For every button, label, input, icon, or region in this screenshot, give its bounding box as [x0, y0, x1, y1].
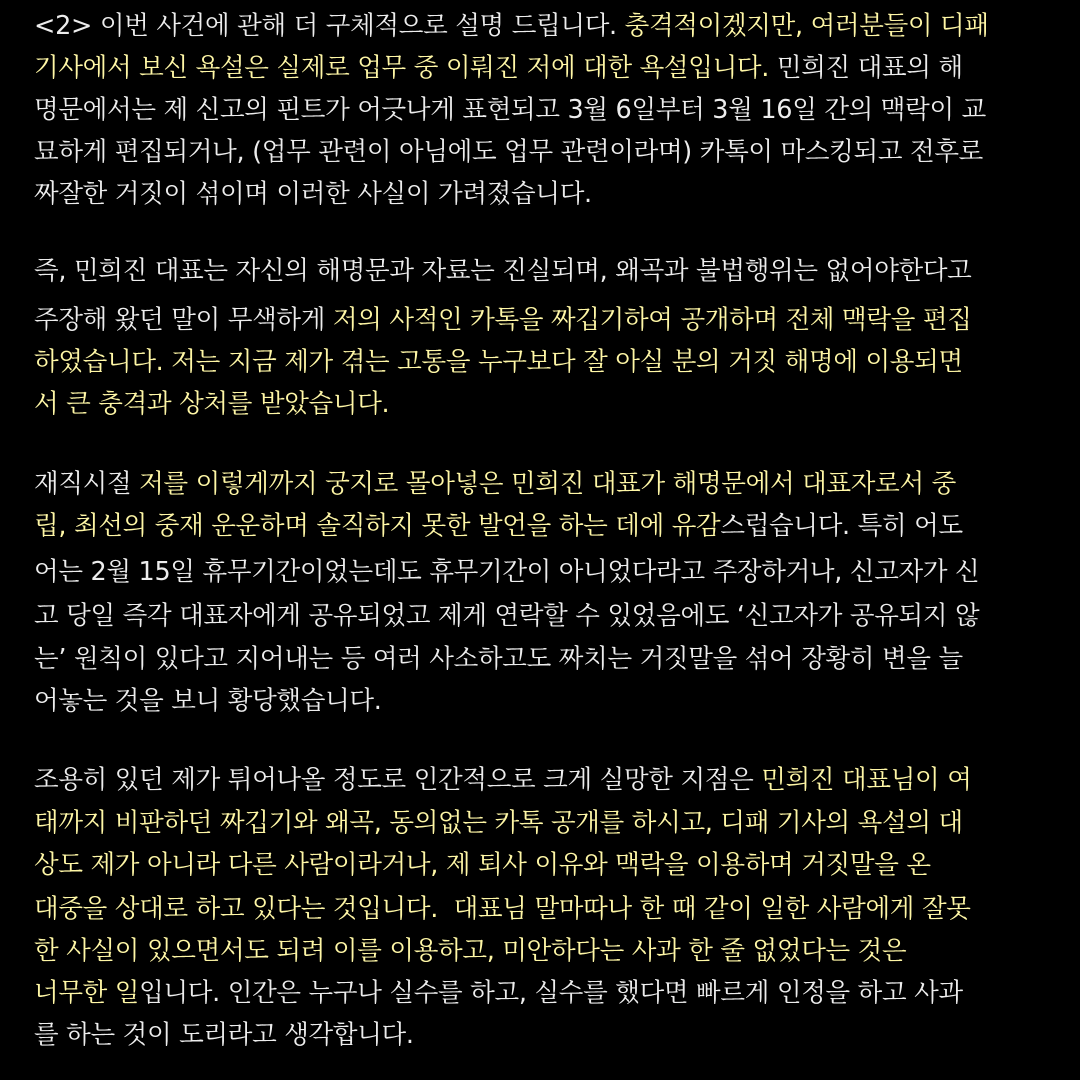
text-run: <2> 이번 사건에 관해 더 구체적으로 설명 드립니다.: [34, 11, 625, 41]
text-line: [34, 130, 983, 174]
text-line: [34, 46, 963, 90]
highlighted-text-run: 너무한 일: [34, 978, 140, 1008]
text-run: 명문에서는 제 신고의 핀트가 어긋나게 표현되고 3월 6일부터 3월 16일 간의 맥락이 교: [34, 95, 986, 125]
text-run: 묘하게 편집되거나, (업무 관련이 아님에도 업무 관련이라며) 카톡이 마스킹되고 전후로: [34, 137, 984, 167]
highlighted-text-run: 저를 이렇게까지 궁지로 몰아넣은 민희진 대표가 해명문에서 대표자로서 중: [139, 469, 956, 499]
text-line: [34, 504, 963, 548]
text-run: 재직시절: [34, 469, 140, 499]
text-run: 입니다. 인간은 누구나 실수를 하고, 실수를 했다면 빠르게 인정을 하고 사과: [139, 978, 963, 1008]
text-run: 민희진 대표의 해: [769, 53, 963, 83]
text-run: 어는 2월 15일 휴무기간이었는데도 휴무기간이 아니었다라고 주장하거나, 신고자가 신: [34, 557, 980, 587]
highlighted-text-run: 기사에서 보신 욕설은 실제로 업무 중 이뤄진 저에 대한 욕설입니다.: [34, 53, 770, 83]
text-line: [34, 887, 971, 931]
highlighted-text-run: 한 사실이 있으면서도 되려 이를 이용하고, 미안하다는 사과 한 줄 없었다는 것은: [34, 936, 907, 966]
text-line: [34, 929, 906, 973]
text-run: 고 당일 즉각 대표자에게 공유되었고 제게 연락할 수 있었음에도 ‘신고자가 공유되지 않: [34, 601, 980, 631]
text-line: [34, 462, 956, 506]
text-line: [34, 550, 979, 594]
text-line: [34, 172, 592, 216]
text-line: [34, 758, 972, 802]
highlighted-text-run: 민희진 대표님이 여: [761, 765, 972, 795]
text-run: 어놓는 것을 보니 황당했습니다.: [34, 686, 382, 716]
highlighted-text-run: 저의 사적인 카톡을 짜깁기하여 공개하며 전체 맥락을 편집: [332, 305, 972, 335]
highlighted-text-run: 충격적이겠지만, 여러분들이 디패: [624, 11, 989, 41]
text-line: [34, 382, 389, 426]
text-run: 스럽습니다. 특히 어도: [720, 511, 963, 541]
text-line: [34, 801, 963, 845]
text-line: [34, 298, 972, 342]
highlighted-text-run: 태까지 비판하던 짜깁기와 왜곡, 동의없는 카톡 공개를 하시고, 디패 기사의 욕설의 대: [34, 808, 963, 838]
highlighted-text-run: 상도 제가 아니라 다른 사람이라거나, 제 퇴사 이유와 맥락을 이용하며 거짓말을 온: [34, 850, 931, 880]
text-line: [34, 340, 963, 384]
text-run: 는’ 원칙이 있다고 지어내는 등 여러 사소하고도 짜치는 거짓말을 섞어 장황히 변을 늘: [34, 644, 963, 674]
text-run: 짜잘한 거짓이 섞이며 이러한 사실이 가려졌습니다.: [34, 179, 592, 209]
text-run: 조용히 있던 제가 튀어나올 정도로 인간적으로 크게 실망한 지점은: [34, 765, 762, 795]
highlighted-text-run: 립, 최선의 중재 운운하며 솔직하지 못한 발언을 하는 데에 유감: [34, 511, 721, 541]
text-line: [34, 4, 989, 48]
highlighted-text-run: 대중을 상대로 하고 있다는 것입니다. 대표님 말마따나 한 때 같이 일한 사람에게 잘못: [34, 894, 971, 924]
text-line: [34, 843, 931, 887]
text-line: [34, 679, 382, 723]
highlighted-text-run: 서 큰 충격과 상처를 받았습니다.: [34, 389, 390, 419]
text-run: 주장해 왔던 말이 무색하게: [34, 305, 333, 335]
text-line: [34, 971, 963, 1015]
text-run: 를 하는 것이 도리라고 생각합니다.: [34, 1020, 414, 1050]
text-line: [34, 88, 986, 132]
text-run: 즉, 민희진 대표는 자신의 해명문과 자료는 진실되며, 왜곡과 불법행위는 없어야한다고: [34, 256, 972, 286]
text-line: [34, 1013, 414, 1057]
text-line: [34, 594, 979, 638]
text-line: [34, 637, 963, 681]
highlighted-text-run: 하였습니다. 저는 지금 제가 겪는 고통을 누구보다 잘 아실 분의 거짓 해명에 이용되면: [34, 347, 963, 377]
text-line: [34, 249, 972, 293]
